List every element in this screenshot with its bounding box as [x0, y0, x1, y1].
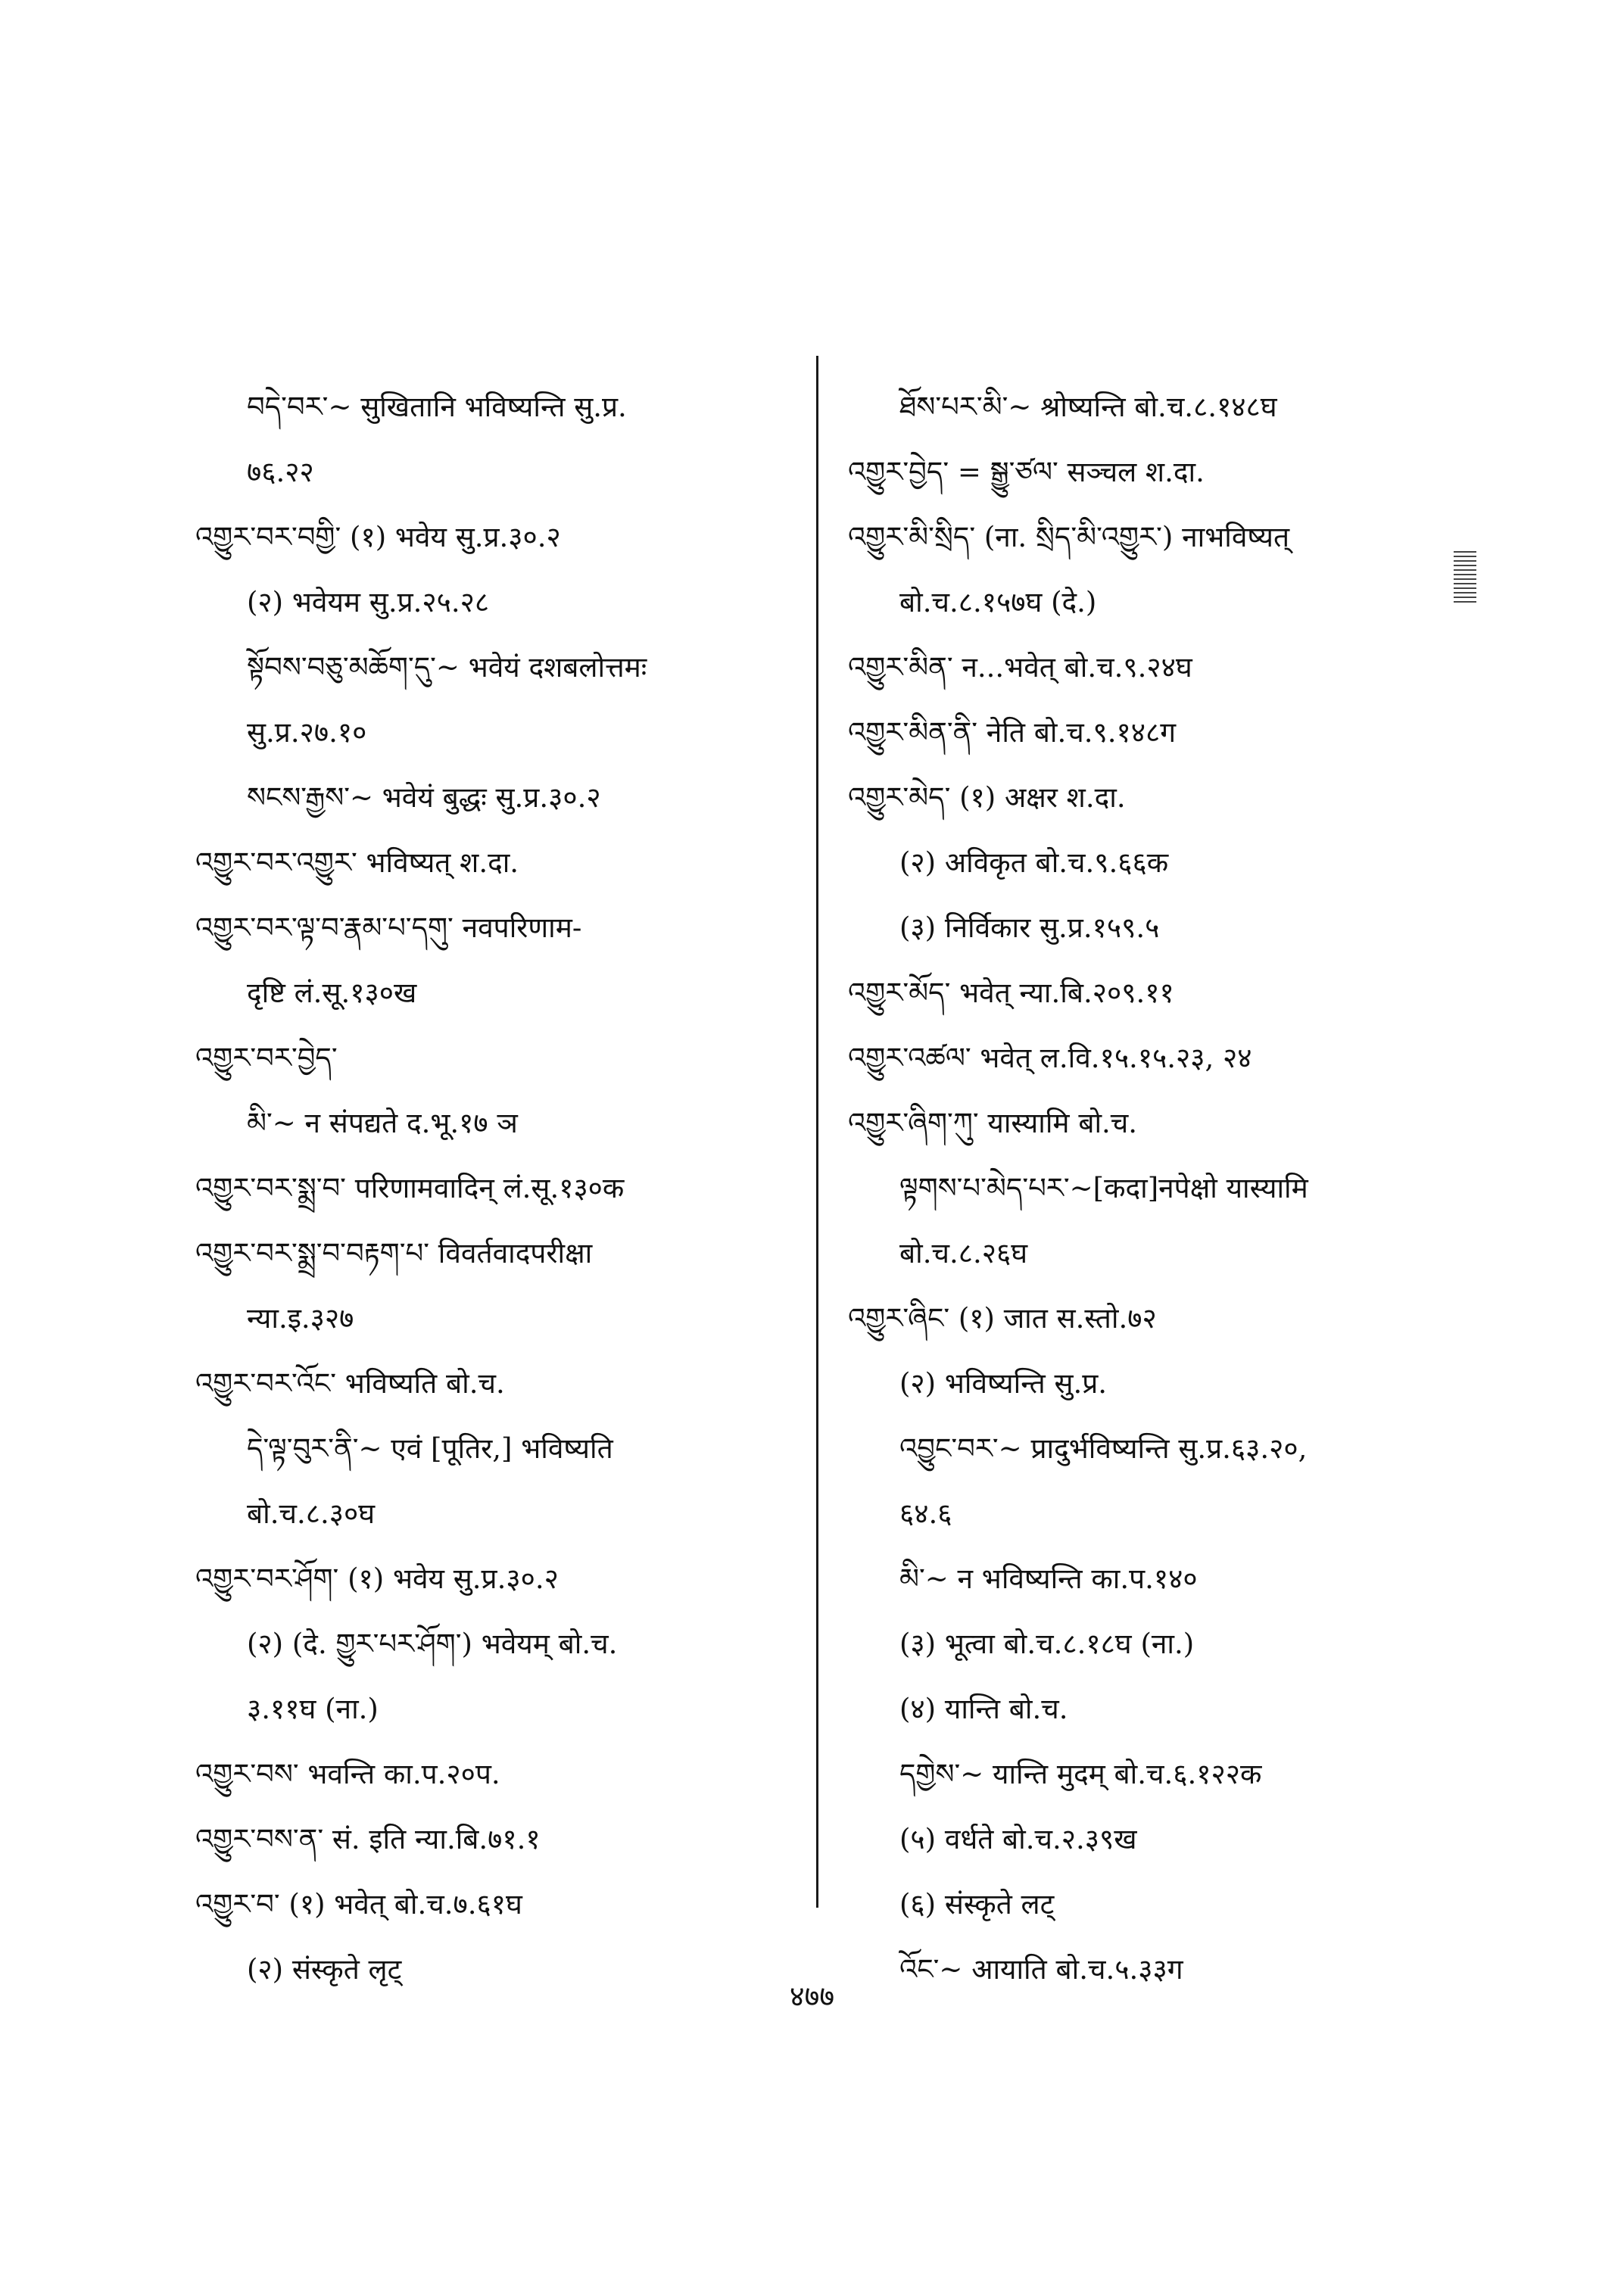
dictionary-sense-line: (५) वर्धते बो.च.२.३९ख — [899, 1823, 1137, 1855]
dictionary-headword-line: འགྱུར་བར་འོང་ भविष्यति बो.च. — [195, 1367, 505, 1400]
dictionary-sense-line: ६४.६ — [899, 1497, 952, 1530]
left-column — [195, 375, 793, 2002]
page-number: ४७७ — [789, 1980, 835, 2013]
dictionary-sense-line: མི་~ न संपद्यते द.भू.१७ ञ — [247, 1107, 518, 1139]
dictionary-sense-line: དེ་ལྟ་བུར་ནི་~ एवं [पूतिर,] भविष्यति — [247, 1432, 613, 1465]
dictionary-headword-line: འགྱུར་བས་ན་ सं. इति न्या.बि.७१.१ — [195, 1823, 541, 1855]
dictionary-sense-line: འོང་~ आयाति बो.च.५.३३ग — [899, 1953, 1183, 1986]
dictionary-sense-line: སྟོབས་བཅུ་མཆོག་དུ་~ भवेयं दशबलोत्तमः — [247, 651, 647, 684]
dictionary-sense-line: (२) भवेयम सु.प्र.२५.२८ — [247, 586, 490, 618]
dictionary-headword-line: འགྱུར་ཞིག་ཀུ་ यास्यामि बो.च. — [848, 1107, 1138, 1139]
dictionary-sense-line: दृष्टि लं.सू.१३०ख — [247, 977, 417, 1009]
dictionary-sense-line: (३) निर्विकार सु.प्र.१५९.५ — [899, 911, 1160, 944]
dictionary-headword-line: འགྱུར་བྱེད་ = སྒྱུ་ཙལ་ सञ्चल श.दा. — [848, 456, 1205, 488]
dictionary-sense-line: ཐོས་པར་མི་~ श्रोष्यन्ति बो.च.८.१४८घ — [899, 391, 1277, 423]
dictionary-sense-line: (२) संस्कृते लृट् — [247, 1953, 402, 1986]
dictionary-headword-line: འགྱུར་མེད་ (१) अक्षर श.दा. — [848, 781, 1126, 814]
dictionary-headword-line: འགྱུར་མོད་ भवेत् न्या.बि.२०९.११ — [848, 977, 1174, 1009]
dictionary-headword-line: འགྱུར་བར་ལྟ་བ་རྣམ་པ་དགུ་ नवपरिणाम- — [195, 911, 582, 944]
dictionary-headword-line: འགྱུར་བས་ भवन्ति का.प.२०प. — [195, 1758, 500, 1790]
dictionary-sense-line: (२) (दे. གྱུར་པར་ཤོག་) भवेयम् बो.च. — [247, 1628, 618, 1660]
dictionary-sense-line: बो.च.८.३०घ — [247, 1497, 376, 1530]
dictionary-headword-line: འགྱུར་མི་སྲིད་ (ना. སྲིད་མི་འགྱུར་) नाभविष्यत् — [848, 521, 1290, 553]
dictionary-sense-line: དགྱེས་~ यान्ति मुदम् बो.च.६.१२२क — [899, 1758, 1262, 1790]
dictionary-headword-line: འགྱུར་བ་ (१) भवेत् बो.च.७.६१घ — [195, 1888, 522, 1921]
dictionary-sense-line: बो.च.८.२६घ — [899, 1237, 1028, 1270]
dictionary-headword-line: འགྱུར་འཚལ་ भवेत् ल.वि.१५.१५.२३, २४ — [848, 1042, 1252, 1074]
dictionary-sense-line: (२) भविष्यन्ति सु.प्र. — [899, 1367, 1108, 1400]
dictionary-sense-line: ७६.२२ — [247, 456, 314, 488]
dictionary-sense-line: སངས་རྒྱས་~ भवेयं बुद्धः सु.प्र.३०.२ — [247, 781, 601, 814]
dictionary-headword-line: འགྱུར་བར་སྨྲ་བ་བརྟག་པ་ विवर्तवादपरीक्षा — [195, 1237, 593, 1270]
dictionary-sense-line: འབྱུང་བར་~ प्रादुर्भविष्यन्ति सु.प्र.६३.२०, — [899, 1432, 1308, 1465]
margin-marks — [1454, 551, 1476, 604]
dictionary-headword-line: འགྱུར་བར་བྱེད་ — [195, 1042, 338, 1074]
dictionary-headword-line: འགྱུར་བར་སྨྲ་བ་ परिणामवादिन् लं.सू.१३०क — [195, 1172, 625, 1204]
dictionary-headword-line: འགྱུར་མིན་ न...भवेत् बो.च.९.२४घ — [848, 651, 1192, 684]
dictionary-sense-line: (३) भूत्वा बो.च.८.१८घ (ना.) — [899, 1628, 1195, 1660]
dictionary-headword-line: འགྱུར་བར་འགྱུར་ भविष्यत् श.दा. — [195, 846, 519, 879]
right-column — [848, 375, 1454, 2002]
column-divider — [816, 356, 818, 1908]
dictionary-headword-line: འགྱུར་མིན་ནི་ नेति बो.च.९.१४८ग — [848, 716, 1177, 749]
dictionary-sense-line: बो.च.८.१५७घ (दे.) — [899, 586, 1097, 618]
dictionary-headword-line: འགྱུར་ཞིང་ (१) जात स.स्तो.७२ — [848, 1302, 1157, 1335]
dictionary-sense-line: མི་~ न भविष्यन्ति का.प.१४० — [899, 1562, 1198, 1595]
dictionary-sense-line: (२) अविकृत बो.च.९.६६क — [899, 846, 1169, 879]
dictionary-sense-line: (४) यान्ति बो.च. — [899, 1693, 1068, 1725]
dictionary-sense-line: न्या.इ.३२७ — [247, 1302, 354, 1335]
dictionary-sense-line: བདེ་བར་~ सुखितानि भविष्यन्ति सु.प्र. — [247, 391, 627, 423]
dictionary-headword-line: འགྱུར་བར་ཤོག་ (१) भवेय सु.प्र.३०.२ — [195, 1562, 559, 1595]
dictionary-sense-line: सु.प्र.२७.१० — [247, 716, 367, 749]
dictionary-sense-line: ३.११घ (ना.) — [247, 1693, 379, 1725]
dictionary-sense-line: ལྟགས་པ་མེད་པར་~[कदा]नपेक्षो यास्यामि — [899, 1172, 1308, 1204]
dictionary-sense-line: (६) संस्कृते लट् — [899, 1888, 1055, 1921]
dictionary-headword-line: འགྱུར་བར་བགྱི་ (१) भवेय सु.प्र.३०.२ — [195, 521, 561, 553]
